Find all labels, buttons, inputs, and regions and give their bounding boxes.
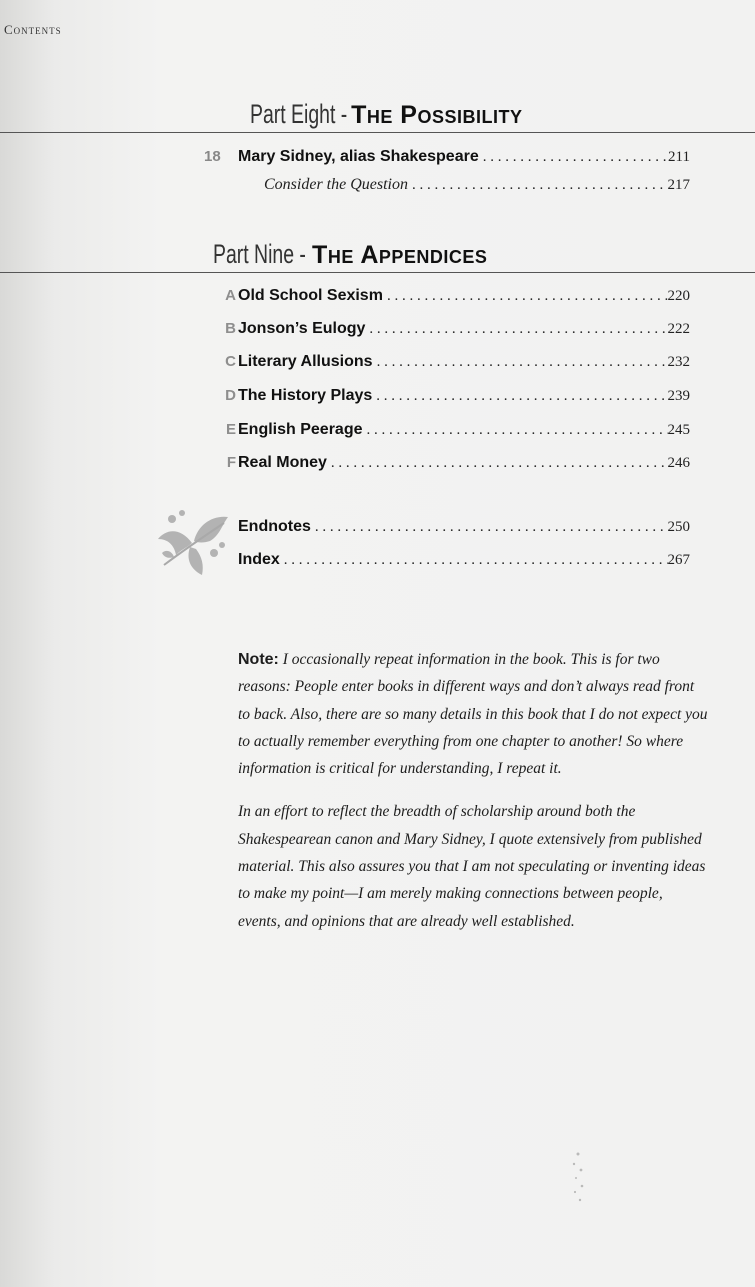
page-number: 267	[667, 552, 690, 568]
leader-dots	[372, 388, 667, 405]
toc-entry-appendix-d[interactable]	[200, 387, 690, 411]
appendix-letter: E	[225, 421, 236, 438]
page-speck-mark	[566, 1148, 590, 1208]
page-number: 232	[667, 354, 690, 370]
appendix-letter: B	[225, 320, 236, 337]
part-eight-label: Part Eight -	[250, 99, 348, 129]
part-nine-label: Part Nine -	[213, 239, 306, 269]
page-number: 239	[667, 388, 690, 404]
entry-title: Old School Sexism	[238, 287, 383, 304]
leader-dots	[280, 552, 668, 569]
toc-entry-consider-the-question[interactable]	[200, 176, 690, 200]
page-number: 245	[667, 422, 690, 438]
running-head: Contents	[4, 22, 62, 37]
entry-title: Mary Sidney, alias Shakespeare	[238, 148, 479, 165]
toc-entry-appendix-a[interactable]	[200, 287, 690, 311]
note-text: I occasionally repeat information in the book. This is for two reasons: People enter books in different ways and don’t always read front to back. Also, there are so many details in this book that I do not expect you to actually remember everything from one chapter to another! So where information is critical for understanding, I repeat it.	[238, 651, 708, 778]
entry-title: Jonson’s Eulogy	[238, 320, 366, 337]
appendix-letter: D	[225, 387, 236, 404]
entry-title: Endnotes	[238, 518, 311, 535]
leader-dots	[327, 455, 668, 472]
page-number: 246	[667, 455, 690, 471]
page-number: 222	[667, 321, 690, 337]
part-nine-heading	[0, 222, 755, 273]
page-number: 211	[668, 149, 690, 165]
toc-entry-chapter-18[interactable]	[200, 148, 690, 172]
note-paragraph-1	[238, 646, 708, 782]
entry-title: Literary Allusions	[238, 353, 373, 370]
note-label: Note:	[238, 651, 279, 668]
page-number: 217	[667, 177, 690, 193]
toc-entry-endnotes[interactable]	[200, 518, 690, 542]
part-nine-title: The Appendices	[312, 241, 488, 269]
appendix-letter: F	[226, 454, 236, 471]
appendix-letter: A	[225, 287, 236, 304]
leader-dots	[479, 149, 668, 166]
entry-title: Real Money	[238, 454, 327, 471]
appendix-letter: C	[225, 353, 236, 370]
toc-entry-index[interactable]	[200, 551, 690, 575]
leader-dots	[373, 354, 668, 371]
part-eight-heading	[0, 80, 755, 133]
entry-title: Index	[238, 551, 280, 568]
leader-dots	[363, 422, 668, 439]
entry-title: English Peerage	[238, 421, 363, 438]
toc-entry-appendix-c[interactable]	[200, 353, 690, 377]
leader-dots	[408, 177, 668, 194]
toc-entry-appendix-e[interactable]	[200, 421, 690, 445]
page-number: 250	[667, 519, 690, 535]
part-eight-title: The Possibility	[351, 101, 523, 129]
note-paragraph-2: In an effort to reflect the breadth of scholarship around both the Shakespearean canon and Mary Sidney, I quote extensively from published material. This also assures you that I am not speculating or inventing ideas to make my point—I am merely making connections between people, events, and opinions that are already well established.	[238, 803, 706, 930]
toc-entry-appendix-f[interactable]	[200, 454, 690, 478]
leader-dots	[383, 288, 668, 305]
page-number: 220	[667, 288, 690, 304]
chapter-number: 18	[204, 148, 221, 165]
toc-entry-appendix-b[interactable]	[200, 320, 690, 344]
entry-title: The History Plays	[238, 387, 373, 404]
note-block	[238, 646, 708, 951]
leader-dots	[365, 321, 667, 338]
entry-title: Consider the Question	[264, 176, 408, 193]
leader-dots	[311, 519, 668, 536]
